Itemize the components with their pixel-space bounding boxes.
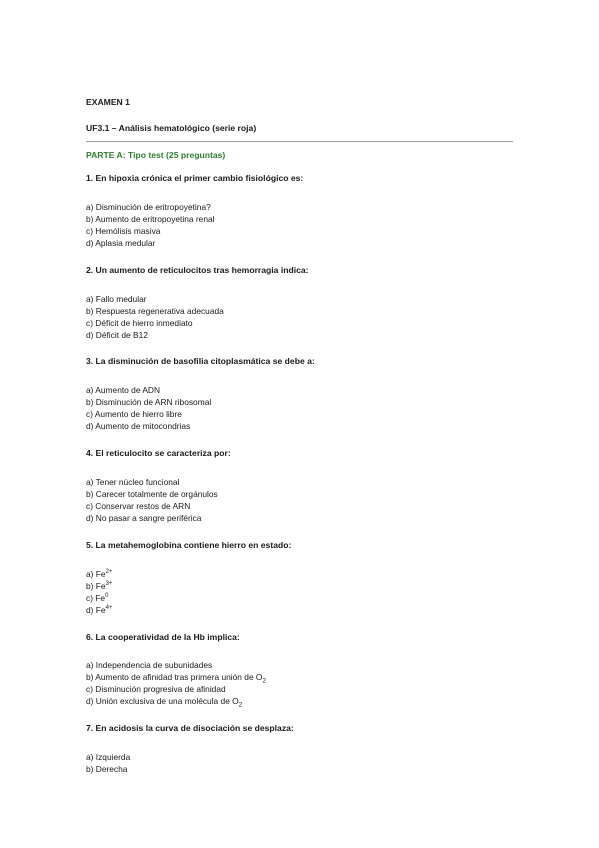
section-title: PARTE A: Tipo test (25 preguntas) xyxy=(86,150,226,160)
q2-option-c: c) Déficit de hierro inmediato xyxy=(86,318,193,328)
q6-option-c: c) Disminución progresiva de afinidad xyxy=(86,684,226,694)
q1-option-d: d) Aplasia medular xyxy=(86,238,156,248)
question-4: 4. El reticulocito se caracteriza por: xyxy=(86,448,231,458)
q6-option-d: d) Unión exclusiva de una molécula de $O_2$ xyxy=(86,696,243,709)
q2-option-a: a) Fallo medular xyxy=(86,294,147,304)
q4-option-c: c) Conservar restos de ARN xyxy=(86,501,191,511)
q5-option-b: b) $Fe^{3+}$ xyxy=(86,581,113,591)
q4-option-d: d) No pasar a sangre periférica xyxy=(86,513,202,523)
q3-option-d: d) Aumento de mitocondrias xyxy=(86,421,191,431)
q4-option-a: a) Tener núcleo funcional xyxy=(86,477,180,487)
q5-option-d: d) $Fe^{4+}$ xyxy=(86,605,113,615)
q7-option-b: b) Derecha xyxy=(86,764,128,774)
q4-option-b: b) Carecer totalmente de orgánulos xyxy=(86,489,218,499)
question-7: 7. En acidosis la curva de disociación se desplaza: xyxy=(86,723,294,733)
q5-option-c: c) Fe$^0$ xyxy=(86,593,109,603)
question-1: 1. En hipoxia crónica el primer cambio fisiológico es: xyxy=(86,173,304,183)
divider xyxy=(86,141,513,142)
q2-option-d: d) Déficit de B12 xyxy=(86,330,148,340)
q7-option-a: a) Izquierda xyxy=(86,752,131,762)
q3-option-b: b) Disminución de ARN ribosomal xyxy=(86,397,212,407)
question-3: 3. La disminución de basofilia citoplasmática se debe a: xyxy=(86,356,315,366)
q6-option-a: a) Independencia de subunidades xyxy=(86,660,213,670)
question-6: 6. La cooperatividad de la Hb implica: xyxy=(86,632,240,642)
q5-option-a: a) $Fe^{2+}$ xyxy=(86,569,113,579)
question-5: 5. La metahemoglobina contiene hierro en estado: xyxy=(86,540,292,550)
q6-option-b: b) Aumento de afinidad tras primera unión de $O_2$ xyxy=(86,672,266,685)
q3-option-a: a) Aumento de ADN xyxy=(86,385,161,395)
q1-option-c: c) Hemólisis masiva xyxy=(86,226,161,236)
q1-option-b: b) Aumento de eritropoyetina renal xyxy=(86,214,215,224)
q1-option-a: a) Disminución de eritropoyetina? xyxy=(86,202,211,212)
question-2: 2. Un aumento de reticulocitos tras hemorragia indica: xyxy=(86,265,309,275)
q3-option-c: c) Aumento de hierro libre xyxy=(86,409,182,419)
exam-title: EXAMEN 1 xyxy=(86,97,130,107)
q2-option-b: b) Respuesta regenerativa adecuada xyxy=(86,306,224,316)
unit-title: UF3.1 – Análisis hematológico (serie roja) xyxy=(86,123,257,133)
